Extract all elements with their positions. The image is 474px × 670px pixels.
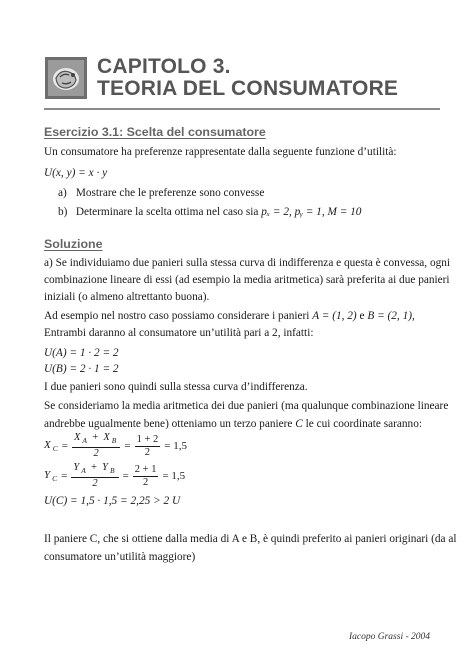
yc-fraction-numeric: $\frac{2 + 1}{2}$ [134, 463, 157, 488]
equation-ua: U(A) = 1 · 2 = 2 [44, 347, 119, 359]
para2-math-b: B = (2, 1), [367, 310, 415, 322]
yc-result: = 1,5 [162, 470, 186, 482]
xc-fraction: $\frac{X _A + X _B}{2}$ [72, 432, 122, 460]
equation-uc: U(C) = 1,5 · 1,5 = 2,25 > 2 U [44, 495, 181, 507]
xc-result: = 1,5 [164, 440, 187, 452]
header-rule [44, 108, 440, 110]
exercise-item-b [58, 205, 361, 219]
solution-para6-line2: consumatore un’utilità maggiore) [44, 551, 196, 563]
chapter-emblem-icon [44, 56, 88, 100]
exercise-item-a [58, 186, 264, 200]
exercise-intro: Un consumatore ha preferenze rappresentate dalla seguente funzione d’utilità: [44, 146, 397, 158]
yc-fraction: $\frac{Y _A + Y _B}{2}$ [71, 462, 120, 490]
exercise-heading: Esercizio 3.1: Scelta del consumatore [44, 125, 266, 139]
solution-para3: Entrambi daranno al consumatore un’utilità pari a 2, infatti: [44, 327, 314, 339]
chapter-title [97, 56, 398, 100]
item-text: Mostrare che le preferenze sono convesse [75, 187, 265, 199]
para5-math: C [295, 418, 303, 430]
para2-prefix: Ad esempio nel nostro caso possiamo considerare i panieri [44, 310, 310, 322]
para5-text: andrebbe ugualmente bene) otteniamo un terzo paniere [44, 418, 293, 430]
footer-author: Iacopo Grassi - 2004 [348, 632, 430, 642]
solution-para2 [44, 309, 415, 323]
solution-heading: Soluzione [44, 237, 103, 251]
para2-mid: e [359, 310, 365, 322]
xc-lhs: X $_C$ [44, 439, 58, 453]
utility-function: U(x, y) = x · y [44, 167, 108, 179]
item-mark: b) [58, 206, 68, 218]
solution-para5-line2 [44, 417, 422, 431]
item-text: Determinare la scelta ottima nel caso sia [75, 206, 259, 218]
solution-para1-line3: iniziali (o almeno altrettanto buona). [44, 291, 210, 303]
equation-ub: U(B) = 2 · 1 = 2 [44, 363, 119, 375]
equation-yc: Y $_C$ = $\frac{Y _A + Y _B}{2}$ = $\frac{2 + 1}{2}$ = 1,5 [44, 462, 186, 489]
equation-xc: X $_C$ = $\frac{X _A + X _B}{2}$ = $\frac{1 + 2}{2}$ = 1,5 [44, 432, 187, 459]
para2-math-a: A = (1, 2) [312, 310, 357, 322]
chapter-title-line2: TEORIA DEL CONSUMATORE [97, 77, 399, 100]
item-mark: a) [58, 187, 67, 199]
solution-para1-line2: combinazione lineare di essi (ad esempio la media aritmetica) sarà preferita ai due panieri [44, 274, 450, 286]
yc-lhs: Y $_C$ [44, 469, 58, 483]
solution-para4: I due panieri sono quindi sulla stessa curva d’indifferenza. [44, 381, 308, 393]
para5-tail: le cui coordinate saranno: [305, 418, 422, 430]
solution-para1-line1: a) Se individuiamo due panieri sulla stessa curva di indifferenza e questa è convessa, ogni [44, 257, 451, 269]
solution-para5-line1: Se consideriamo la media aritmetica dei due panieri (ma qualunque combinazione lineare [44, 400, 449, 412]
xc-fraction-numeric: $\frac{1 + 2}{2}$ [136, 433, 159, 458]
chapter-title-line1: CAPITOLO 3. [97, 55, 231, 78]
solution-para6-line1: Il paniere C, che si ottiene dalla media di A e B, è quindi preferito ai panieri originari (da al [44, 533, 457, 545]
item-math: pₓ = 2, pᵧ = 1, M = 10 [261, 206, 362, 218]
